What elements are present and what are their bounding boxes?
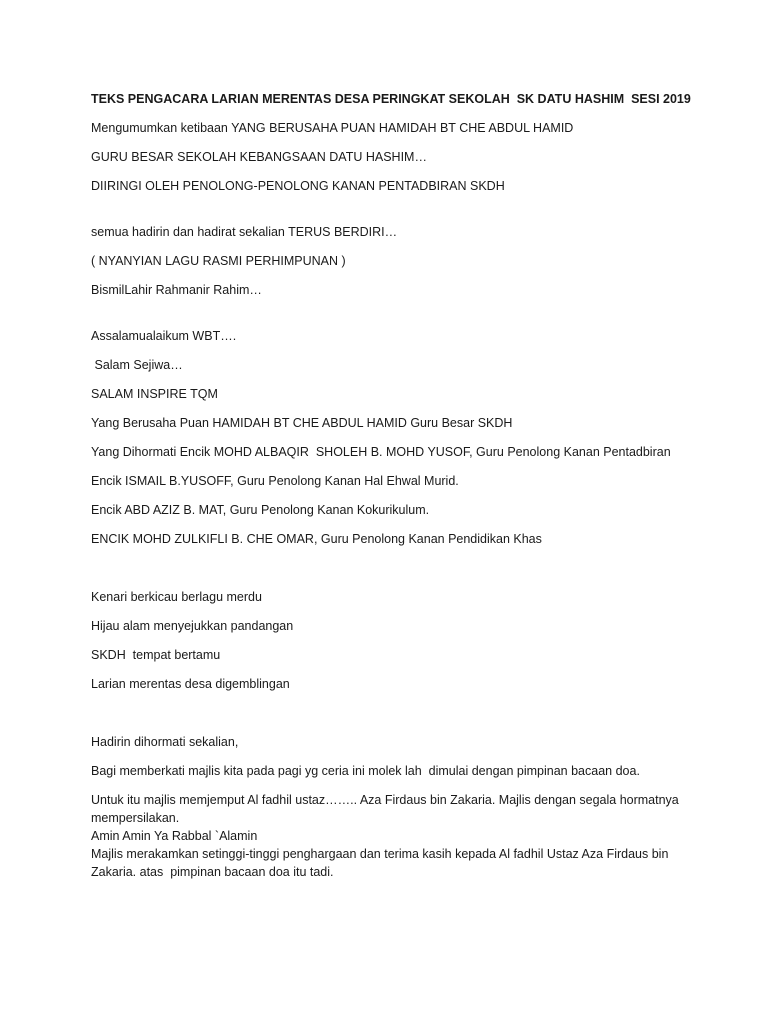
document-title: TEKS PENGACARA LARIAN MERENTAS DESA PERINGKAT SEKOLAH SK DATU HASHIM SESI 2019 (91, 92, 691, 106)
text-line: BismilLahir Rahmanir Rahim… (91, 283, 262, 297)
text-line: DIIRINGI OLEH PENOLONG-PENOLONG KANAN PENTADBIRAN SKDH (91, 179, 505, 193)
text-line: GURU BESAR SEKOLAH KEBANGSAAN DATU HASHIM… (91, 150, 427, 164)
text-line: Yang Berusaha Puan HAMIDAH BT CHE ABDUL HAMID Guru Besar SKDH (91, 416, 513, 430)
pantun-line: SKDH tempat bertamu (91, 648, 221, 662)
text-line: ( NYANYIAN LAGU RASMI PERHIMPUNAN ) (91, 254, 346, 268)
text-line: SALAM INSPIRE TQM (91, 387, 218, 401)
pantun-line: Hijau alam menyejukkan pandangan (91, 619, 294, 633)
text-line: Bagi memberkati majlis kita pada pagi yg ceria ini molek lah dimulai dengan pimpinan bacaan doa. (91, 764, 640, 778)
pantun-line: Kenari berkicau berlagu merdu (91, 590, 262, 604)
document-body (91, 90, 691, 881)
text-line: Yang Dihormati Encik MOHD ALBAQIR SHOLEH B. MOHD YUSOF, Guru Penolong Kanan Pentadbiran (91, 445, 671, 459)
text-line: Hadirin dihormati sekalian, (91, 735, 239, 749)
text-line: semua hadirin dan hadirat sekalian TERUS BERDIRI… (91, 225, 398, 239)
text-line: Amin Amin Ya Rabbal `Alamin (91, 829, 258, 843)
text-line: Assalamualaikum WBT…. (91, 329, 237, 343)
text-line: ENCIK MOHD ZULKIFLI B. CHE OMAR, Guru Penolong Kanan Pendidikan Khas (91, 532, 542, 546)
text-line: Salam Sejiwa… (91, 358, 183, 372)
text-line: Majlis merakamkan setinggi-tinggi penghargaan dan terima kasih kepada Al fadhil Ustaz Aza Firdaus bin Zakaria. atas pimpinan bacaan doa itu tadi. (91, 847, 672, 879)
text-line: Encik ABD AZIZ B. MAT, Guru Penolong Kanan Kokurikulum. (91, 503, 430, 517)
text-line: Encik ISMAIL B.YUSOFF, Guru Penolong Kanan Hal Ehwal Murid. (91, 474, 459, 488)
text-line: Untuk itu majlis memjemput Al fadhil ustaz…….. Aza Firdaus bin Zakaria. Majlis dengan segala hormatnya mempersilakan. (91, 793, 683, 825)
pantun-line: Larian merentas desa digemblingan (91, 677, 290, 691)
text-line: Mengumumkan ketibaan YANG BERUSAHA PUAN HAMIDAH BT CHE ABDUL HAMID (91, 121, 574, 135)
